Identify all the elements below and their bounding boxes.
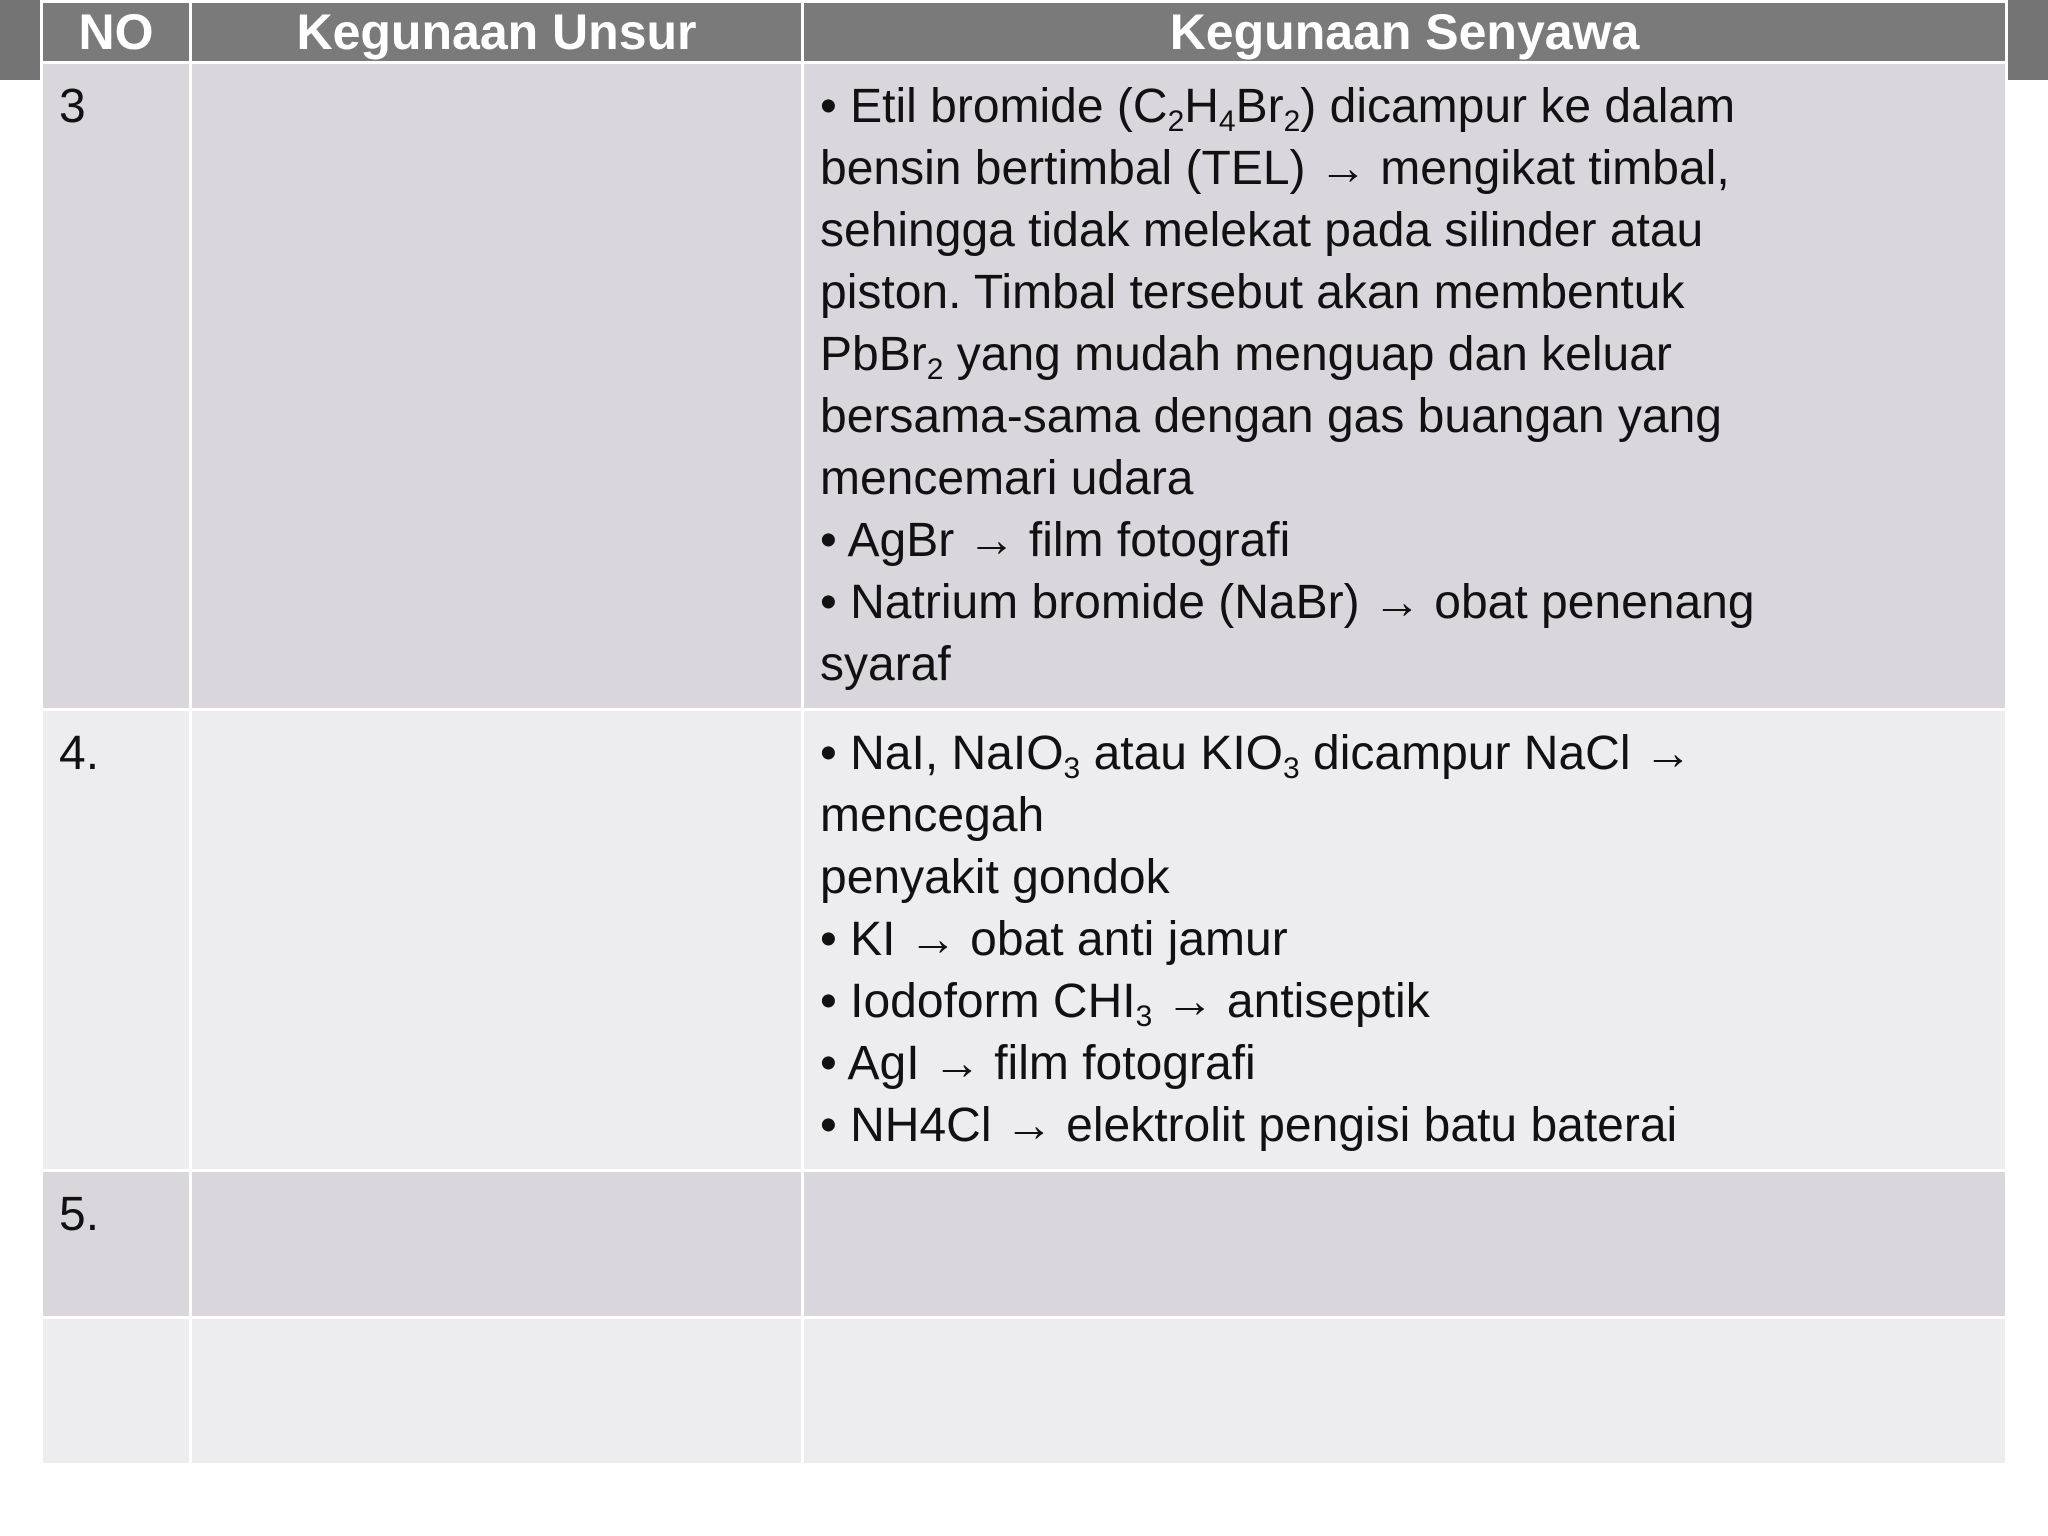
senyawa-line: • NaI, NaIO$_3$ atau $KIO_3$ dicampur NaCl → <box>820 727 1692 785</box>
senyawa-line: bersama-sama dengan gas buangan yang <box>820 390 1722 443</box>
kegunaan-unsur-cell <box>192 711 801 1169</box>
senyawa-line: sehingga tidak melekat pada silinder atau <box>820 204 1704 257</box>
senyawa-line: • KI → obat anti jamur <box>820 913 1288 966</box>
senyawa-line: • AgBr → film fotografi <box>820 514 1291 567</box>
table-row <box>43 1172 2005 1316</box>
kegunaan-unsur-cell <box>192 1319 801 1463</box>
senyawa-line: • NH4Cl → elektrolit pengisi batu baterai <box>820 1099 1678 1152</box>
row-number: 5. <box>43 1172 189 1316</box>
row-number <box>43 1319 189 1463</box>
kegunaan-senyawa-cell <box>804 711 2005 1169</box>
senyawa-line: • Iodoform $CHI_3$ → antiseptik <box>820 975 1430 1033</box>
senyawa-line: • Natrium bromide (NaBr) → obat penenang <box>820 576 1755 629</box>
table-row <box>43 711 2005 1169</box>
table-header-row <box>43 3 2005 61</box>
kegunaan-table <box>40 0 2008 1466</box>
header-no: NO <box>43 3 189 61</box>
header-kegunaan-senyawa: Kegunaan Senyawa <box>804 3 2005 61</box>
senyawa-line: • Etil bromide $(C_2H_4Br_2)$ dicampur ke dalam <box>820 80 1736 138</box>
senyawa-line: • AgI → film fotografi <box>820 1037 1256 1090</box>
right-accent-bar <box>2008 0 2048 80</box>
row-number: 4. <box>43 711 189 1169</box>
header-kegunaan-unsur: Kegunaan Unsur <box>192 3 801 61</box>
senyawa-line: penyakit gondok <box>820 851 1170 904</box>
senyawa-line: syaraf <box>820 638 951 691</box>
table-row <box>43 64 2005 708</box>
kegunaan-unsur-cell <box>192 64 801 708</box>
senyawa-line: PbBr$_2$ yang mudah menguap dan keluar <box>820 328 1672 386</box>
kegunaan-senyawa-cell <box>804 1319 2005 1463</box>
senyawa-line: mencegah <box>820 789 1045 842</box>
row-number: 3 <box>43 64 189 708</box>
kegunaan-senyawa-cell <box>804 64 2005 708</box>
left-accent-bar <box>0 0 40 80</box>
table-row <box>43 1319 2005 1463</box>
senyawa-line: mencemari udara <box>820 452 1194 505</box>
kegunaan-senyawa-cell <box>804 1172 2005 1316</box>
senyawa-line: piston. Timbal tersebut akan membentuk <box>820 266 1685 319</box>
kegunaan-unsur-cell <box>192 1172 801 1316</box>
senyawa-line: bensin bertimbal (TEL) → mengikat timbal, <box>820 142 1730 195</box>
